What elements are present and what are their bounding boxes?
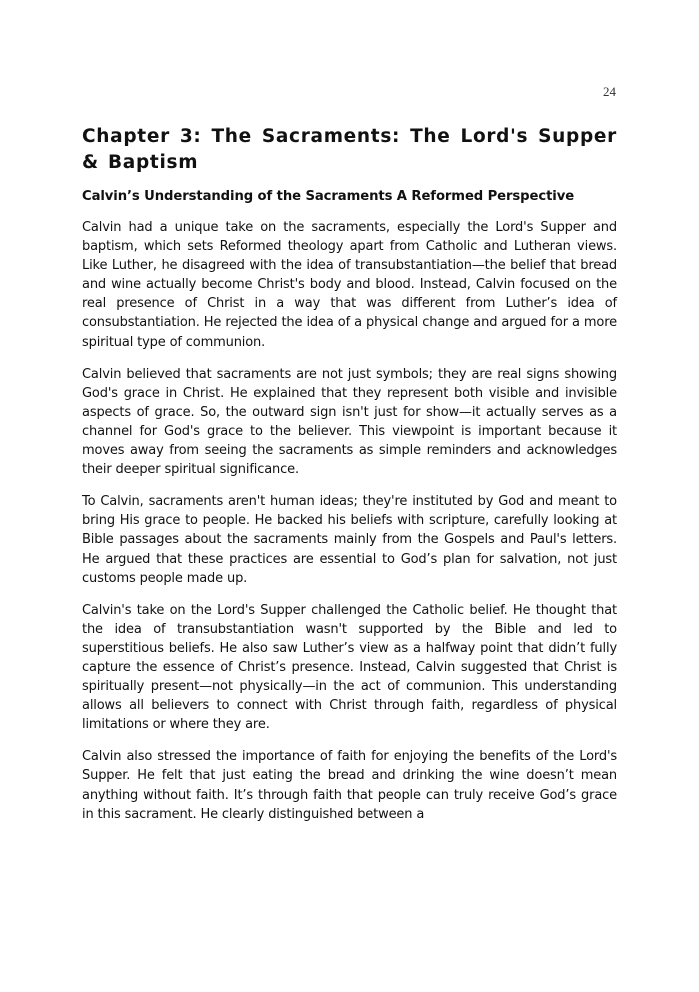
paragraph: Calvin believed that sacraments are not just symbols; they are real signs showing God's grace in Christ. He explained that they represent both visible and invisible aspects of grace. So, the outward sign isn't just for show—it actually serves as a channel for God's grace to the believer. This viewpoint is important because it moves away from seeing the sacraments as simple reminders and acknowledges their deeper spiritual significance. [82,366,617,478]
page-number: 24 [603,84,616,99]
section-title: Calvin’s Understanding of the Sacraments A Reformed Perspective [82,189,575,204]
paragraph: Calvin also stressed the importance of faith for enjoying the benefits of the Lord's Supper. He felt that just eating the bread and drinking the wine doesn’t mean anything without faith. It’s through faith that people can truly receive God’s grace in this sacrament. He clearly distinguished between a [82,749,617,822]
page-content [82,124,617,837]
paragraph: Calvin's take on the Lord's Supper challenged the Catholic belief. He thought that the idea of transubstantiation wasn't supported by the Bible and led to superstitious beliefs. He also saw Luther’s view as a halfway point that didn’t fully capture the essence of Christ’s presence. Instead, Calvin suggested that Christ is spiritually present—not physically—in the act of communion. This understanding allows all believers to connect with Christ through faith, regardless of physical limitations or where they are. [82,602,617,733]
paragraph: To Calvin, sacraments aren't human ideas; they're instituted by God and meant to bring His grace to people. He backed his beliefs with scripture, carefully looking at Bible passages about the sacraments mainly from the Gospels and Paul's letters. He argued that these practices are essential to God’s plan for salvation, not just customs people made up. [82,494,617,586]
paragraph: Calvin had a unique take on the sacraments, especially the Lord's Supper and baptism, which sets Reformed theology apart from Catholic and Lutheran views. Like Luther, he disagreed with the idea of transubstantiation—the belief that bread and wine actually become Christ's body and blood. Instead, Calvin focused on the real presence of Christ in a way that was different from Luther’s idea of consubstantiation. He rejected the idea of a physical change and argued for a more spiritual type of communion. [82,220,617,350]
chapter-title: Chapter 3: The Sacraments: The Lord's Supper & Baptism [82,126,617,173]
